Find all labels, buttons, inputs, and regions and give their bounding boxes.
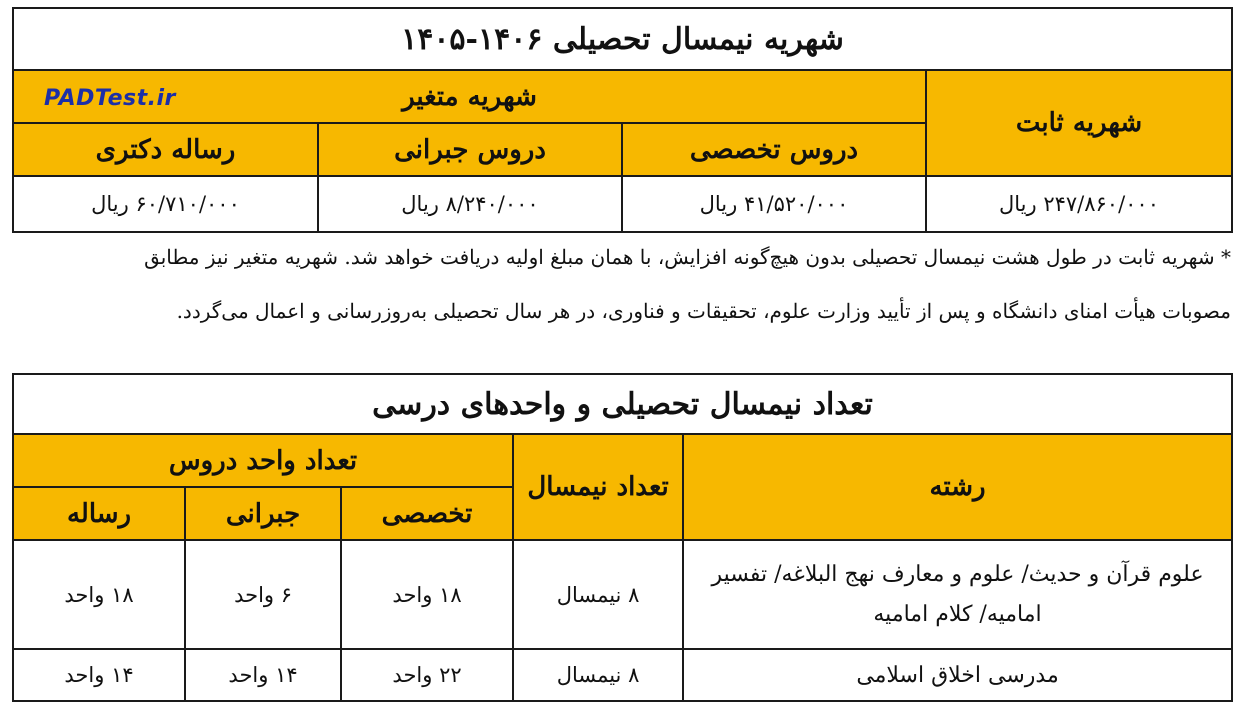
compensatory-courses-header: دروس جبرانی bbox=[318, 123, 622, 176]
tuition-table-title: شهریه نیمسال تحصیلی ۱۴۰۶-۱۴۰۵ bbox=[13, 8, 1232, 70]
compensatory-units-cell: ۱۴ واحد bbox=[185, 649, 341, 701]
semesters-header: تعداد نیمسال bbox=[513, 434, 683, 540]
compensatory-units-cell: ۶ واحد bbox=[185, 540, 341, 649]
semesters-cell: ۸ نیمسال bbox=[513, 540, 683, 649]
tuition-table bbox=[12, 7, 1233, 233]
units-table-title: تعداد نیمسال تحصیلی و واحدهای درسی bbox=[13, 374, 1232, 434]
major-line-1: علوم قرآن و حدیث/ علوم و معارف نهج البلاغه/ تفسیر bbox=[711, 561, 1204, 587]
compensatory-fee-value: ۸/۲۴۰/۰۰۰ ریال bbox=[318, 176, 622, 232]
major-cell bbox=[683, 540, 1232, 649]
dissertation-units-cell: ۱۸ واحد bbox=[13, 540, 185, 649]
specialized-units-cell: ۲۲ واحد bbox=[341, 649, 513, 701]
note-line-1: * شهریه ثابت در طول هشت نیمسال تحصیلی بدون هیچ‌گونه افزایش، با همان مبلغ اولیه دریافت خواهد شد. شهریه متغیر نیز مطابق bbox=[144, 245, 1231, 269]
fixed-fee-value: ۲۴۷/۸۶۰/۰۰۰ ریال bbox=[926, 176, 1232, 232]
site-watermark: PADTest.ir bbox=[44, 86, 176, 111]
semesters-cell: ۸ نیمسال bbox=[513, 649, 683, 701]
units-header: تعداد واحد دروس bbox=[13, 434, 513, 487]
fixed-fee-header: شهریه ثابت bbox=[926, 70, 1232, 176]
specialized-fee-value: ۴۱/۵۲۰/۰۰۰ ریال bbox=[622, 176, 926, 232]
specialized-courses-header: دروس تخصصی bbox=[622, 123, 926, 176]
variable-fee-header: شهریه متغیر bbox=[13, 70, 926, 123]
specialized-units-header: تخصصی bbox=[341, 487, 513, 540]
major-line-2: امامیه/ کلام امامیه bbox=[873, 601, 1042, 627]
table-row bbox=[13, 649, 1232, 701]
units-table bbox=[12, 373, 1233, 702]
compensatory-units-header: جبرانی bbox=[185, 487, 341, 540]
dissertation-units-cell: ۱۴ واحد bbox=[13, 649, 185, 701]
dissertation-units-header: رساله bbox=[13, 487, 185, 540]
dissertation-fee-value: ۶۰/۷۱۰/۰۰۰ ریال bbox=[13, 176, 318, 232]
major-header: رشته bbox=[683, 434, 1232, 540]
dissertation-header: رساله دکتری bbox=[13, 123, 318, 176]
note-line-2: مصوبات هیأت امنای دانشگاه و پس از تأیید وزارت علوم، تحقیقات و فناوری، در هر سال تحصیلی به‌روزرسانی و اعمال می‌گردد. bbox=[176, 299, 1231, 323]
major-cell: مدرسی اخلاق اسلامی bbox=[683, 649, 1232, 701]
table-row bbox=[13, 540, 1232, 649]
specialized-units-cell: ۱۸ واحد bbox=[341, 540, 513, 649]
